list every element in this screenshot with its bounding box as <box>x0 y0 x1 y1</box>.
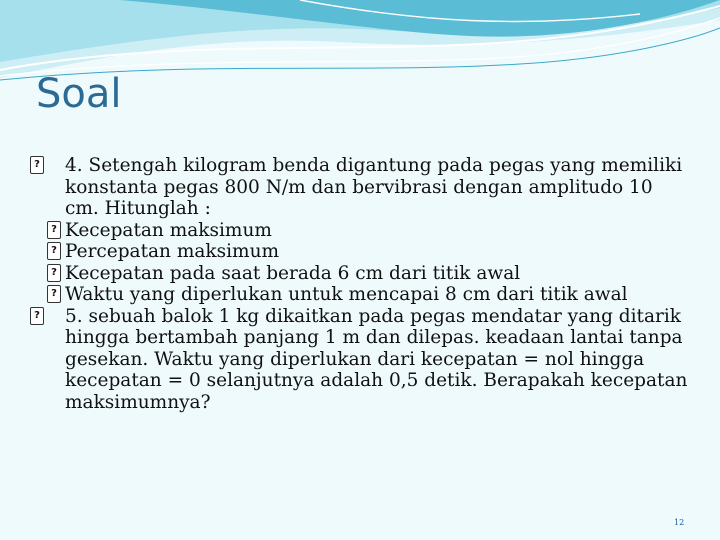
bullet-icon: ? <box>47 285 61 303</box>
question-text: Percepatan maksimum <box>65 241 280 262</box>
question-text: Kecepatan maksimum <box>65 219 272 241</box>
slide-content <box>30 155 690 413</box>
question-text: Kecepatan pada saat berada 6 cm dari titik awal <box>65 262 521 284</box>
question-item <box>47 241 690 263</box>
slide-title: Soal <box>36 71 122 117</box>
problem-4-questions <box>30 220 690 306</box>
question-item <box>47 220 690 242</box>
problem-5 <box>30 306 690 414</box>
problem-5-text: 5. sebuah balok 1 kg dikaitkan pada pegas mendatar yang ditarik hingga bertambah panjang 1 m dan dilepas. keadaan lantai tanpa gesekan. Waktu yang diperlukan dari kecepatan = nol hingga kecepatan = 0 selanjutnya adalah 0,5 detik. Berapakah kecepatan maksimumnya? <box>65 305 688 413</box>
bullet-icon: ? <box>47 264 61 282</box>
question-item <box>47 284 690 306</box>
bullet-icon: ? <box>30 156 44 174</box>
bullet-icon: ? <box>47 221 61 239</box>
bullet-icon: ? <box>30 307 44 325</box>
question-text: Waktu yang diperlukan untuk mencapai 8 cm dari titik awal <box>65 284 628 305</box>
problem-4-text: 4. Setengah kilogram benda digantung pada pegas yang memiliki konstanta pegas 800 N/m dan bervibrasi dengan amplitudo 10 cm. Hitunglah : <box>65 155 683 219</box>
bullet-icon: ? <box>47 242 61 260</box>
problem-4 <box>30 155 690 220</box>
question-item <box>47 263 690 285</box>
page-number: 12 <box>674 518 685 527</box>
